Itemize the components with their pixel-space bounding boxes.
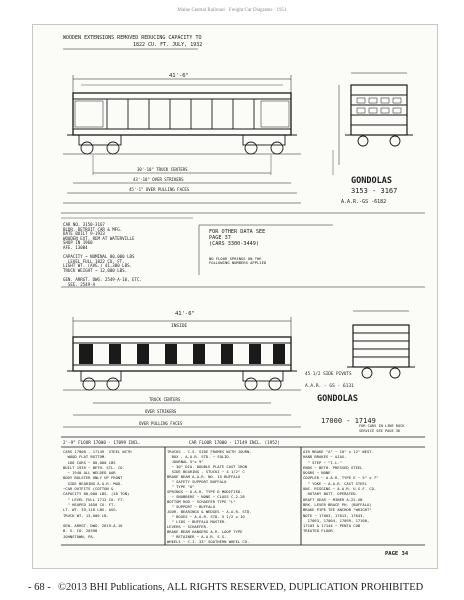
- note-line: CAPACITY ~ NOMINAL 80,000 LBS: [63, 254, 135, 260]
- spec-line: HAND BRAKES ~ AJAX.: [303, 454, 347, 460]
- spec-line: GEN. ARRGT. DWG. 2619-A-10: [63, 523, 123, 529]
- note-line: SHOP IN 1960: [63, 240, 93, 246]
- spec-line: CAPACITY 80,000 LBS. (40 TON): [63, 491, 130, 497]
- spec-line: CARS 17000 - 17149 STEEL WITH: [63, 449, 132, 454]
- spec-line: DOORS ~ NONE: [303, 470, 331, 476]
- top-class-label: GONDOLAS: [351, 176, 392, 186]
- note-line: TRUCK WEIGHT ~ 12,000 LBS.: [63, 267, 128, 273]
- bottom-over-strikers: OVER STRIKERS: [145, 409, 177, 414]
- top-truck-centers: 30'-10" TRUCK CENTERS: [137, 167, 188, 172]
- spec-line: NOTE ~ 17003, 17013, 17043,: [303, 512, 365, 518]
- note-line: BLDR. DETROIT CAR & MFG.: [63, 226, 123, 232]
- spec-line: WHEELS ~ C.I. 33" SOUTHERN WHEEL CO.: [167, 539, 250, 544]
- note-line: LIGHT WT. (AVG.) 41,300 LBS.: [63, 263, 133, 269]
- spec-line: 17063, 17064, 17099, 17100,: [303, 517, 370, 523]
- bottom-car-floor: CAR FLOOR 17000 - 17149 INCL. (1952): [189, 440, 280, 445]
- spec-line: WOOD FLAT BOTTOM.: [63, 454, 107, 460]
- spec-line: B. S. CO. 20398: [63, 528, 98, 534]
- running-header: Maine Central Railroad · Freight Car Diagrams · 1951: [177, 8, 287, 13]
- spec-line: AIR BRAKE "A" ~ 10" x 12" WEST.: [303, 449, 374, 454]
- note-line: DATE BUILT 9-1923: [63, 231, 105, 237]
- spec-line: " LEVEL FULL 1712 CU. FT.: [63, 496, 125, 502]
- bottom-inside-label: INSIDE: [171, 324, 188, 329]
- spec-line: SIDE BEARING - STUCKI ~ 4 1/2" C: [167, 469, 245, 474]
- note-line: FOR OTHER DATA SEE: [209, 229, 266, 235]
- spec-line: ~ SNUBBERS ~ NONE ~ CLASS C-2-28: [167, 494, 245, 499]
- spec-line: BRAKE BEAM HANGERS A.R. LOOP TYPE: [167, 529, 243, 534]
- top-over-pulling: 45'-1" OVER PULLING FACES: [129, 187, 190, 192]
- spec-line: 160 CARS ~ 80,000 LBS: [63, 459, 116, 465]
- spec-line: TREATED FLOOR.: [303, 528, 336, 534]
- spec-line: ~ 30" DIA. DOUBLE PLATE CAST IRON: [167, 464, 248, 469]
- note-line: FOLLOWING NUMBERS APPLIED: [209, 260, 267, 266]
- spec-column-3: [303, 449, 378, 534]
- spec-line: UNC. RIGGING ~ A.A.R. U.S.F. CO.: [303, 486, 377, 492]
- bottom-number-range: 17000 - 17149: [321, 417, 376, 425]
- spec-line: " LIDS ~ BUFFALO MASTER.: [167, 519, 227, 524]
- note-line: SEE. 2549-A: [63, 281, 96, 287]
- spec-line: ROTARY BOTT. OPERATED.: [303, 491, 358, 497]
- spec-line: BRK. LEVER BRACE PH. (BUFFALO): [303, 501, 372, 507]
- spec-line: BRAKE PIPE TEE ANCHOR "WRIGHT": [303, 507, 372, 513]
- spec-line: JOURNAL 5"x 9": [167, 459, 204, 464]
- spec-line: " SUPPORT ~ BUFFALO: [167, 504, 216, 509]
- spec-line: ~ 1940 ALL WELDED AAR: [63, 470, 116, 476]
- spec-line: " BOXES ~ A.A.R. STD. 5 1/2 x 10: [167, 514, 245, 519]
- note-line: PAGE 37: [209, 235, 231, 241]
- spec-line: SPRINGS ~ A.A.R. TYPE D MODIFIED.: [167, 489, 243, 494]
- top-title-line-2: 1822 CU. FT. JULY, 1932: [133, 42, 203, 48]
- spec-line: TRUCKS - C.S. SIDE FRAMES WITH JOURN.: [167, 449, 252, 454]
- bottom-class-label: GONDOLAS: [317, 394, 358, 404]
- spec-line: BOX - A.A.R. STD. ~ SOLID.: [167, 454, 232, 459]
- note-line: CAR NO. 3150-3167: [63, 222, 105, 227]
- spec-line: BRAKE BEAM A.A.R. NO. 15 BUFFALO: [167, 474, 241, 479]
- bottom-aar-class: A.A.R. - GS - 6131: [305, 384, 354, 389]
- page-number: - 68 -: [28, 582, 51, 593]
- spec-line: BODY BOLSTER ONLY UP FRONT: [63, 475, 123, 481]
- top-number-range: 3153 - 3167: [351, 187, 398, 195]
- spec-line: COUPLER ~ A.A.R. TYPE E ~ 5" x 7": [303, 475, 379, 481]
- bottom-side-pivots: 45 1/2 SIDE PIVOTS: [305, 372, 352, 377]
- copyright-notice: ©2013 BHI Publications, ALL RIGHTS RESERVED, DUPLICATION PROHIBITED: [58, 582, 424, 593]
- page-footer: [0, 582, 464, 596]
- spec-line: LT. WT. 39,118 LBS. AVG.: [63, 507, 118, 513]
- note-line: LEVEL FULL 1822 CU. FT.: [63, 258, 125, 264]
- spec-line: TRUCK WT. 13,000 LB.: [63, 512, 109, 518]
- note-line: (CARS 3300-3449): [209, 241, 259, 247]
- spec-line: 17103 & 17144 ~ PENTA COB: [303, 523, 361, 529]
- bottom-truck-centers: TRUCK CENTERS: [149, 397, 181, 402]
- top-aar-class: A.A.R.-GS -6182: [341, 199, 387, 205]
- bottom-over-pulling: OVER PULLING FACES: [139, 421, 183, 426]
- spec-line: " HEAPED 1850 CU. FT.: [63, 501, 116, 507]
- spec-line: LEVERS ~ SCHAEFER.: [167, 524, 209, 529]
- top-car-notes: [63, 223, 142, 287]
- bottom-cross-ref-2: SERVICE SEE PAGE 36: [359, 429, 401, 433]
- spec-line: JOUR. BEARINGS & WEDGES ~ A.A.R. STD.: [167, 509, 252, 514]
- spec-line: DRAFT GEAR ~ MINER A-22-XB: [303, 496, 363, 502]
- spec-line: " YOKE ~ A.A.R. CAST STEEL: [303, 480, 368, 486]
- bottom-cross-ref-1: FOR CARS IN LINE ROCK: [359, 424, 405, 428]
- spec-line: ~CAR OUTFITS (COTTON &: [63, 486, 114, 492]
- spec-line: ENDS ~ BETH. PRESSED STEEL: [303, 464, 363, 470]
- diagram-sheet: [32, 24, 438, 569]
- note-line: GEN. ARRGT. DWG. 2549-A-10, ETC.: [63, 277, 142, 283]
- spec-line: SIDE BEARING A.A.R. MOD.: [63, 480, 123, 486]
- top-length-label: 41'-6": [169, 73, 189, 79]
- note-line: WOODEN EXT. REM AT WATERVILLE: [63, 235, 135, 241]
- spec-line: " RETAINER ~ A.A.R. S.S.: [167, 534, 227, 539]
- top-over-strikers: 43'-10" OVER STRIKERS: [133, 177, 184, 182]
- spec-line: " STEP ~ "I.L.": [303, 459, 342, 465]
- note-line: AFE. 13004: [63, 244, 88, 250]
- bottom-length-label: 41'-6": [175, 311, 195, 317]
- spec-line: JOHNSTOWN, PA.: [63, 533, 96, 539]
- spring-note: [209, 257, 266, 266]
- other-data-note: [209, 229, 265, 247]
- top-title-line-1: WOODEN EXTENSIONS REMOVED REDUCING CAPACITY TO: [63, 35, 202, 41]
- spec-column-1: [63, 449, 132, 539]
- note-line: NO FLOOR SPRINGS ON THE: [209, 256, 262, 261]
- spec-column-2: [167, 449, 252, 544]
- page-stamp: PAGE 34: [385, 551, 409, 557]
- spec-line: " SAFETY SUPPORT BUFFALO: [167, 479, 227, 484]
- spec-line: BOTTOM ROD ~ SCHAEFER TYPE "L": [167, 499, 236, 504]
- spec-line: " TYPE "O": [167, 484, 195, 489]
- bottom-floor-line: 2'-9" FLOOR 17000 - 17099 INCL.: [63, 440, 142, 445]
- spec-line: BUILT 1939 ~ BETH. STL. CO.: [63, 464, 125, 470]
